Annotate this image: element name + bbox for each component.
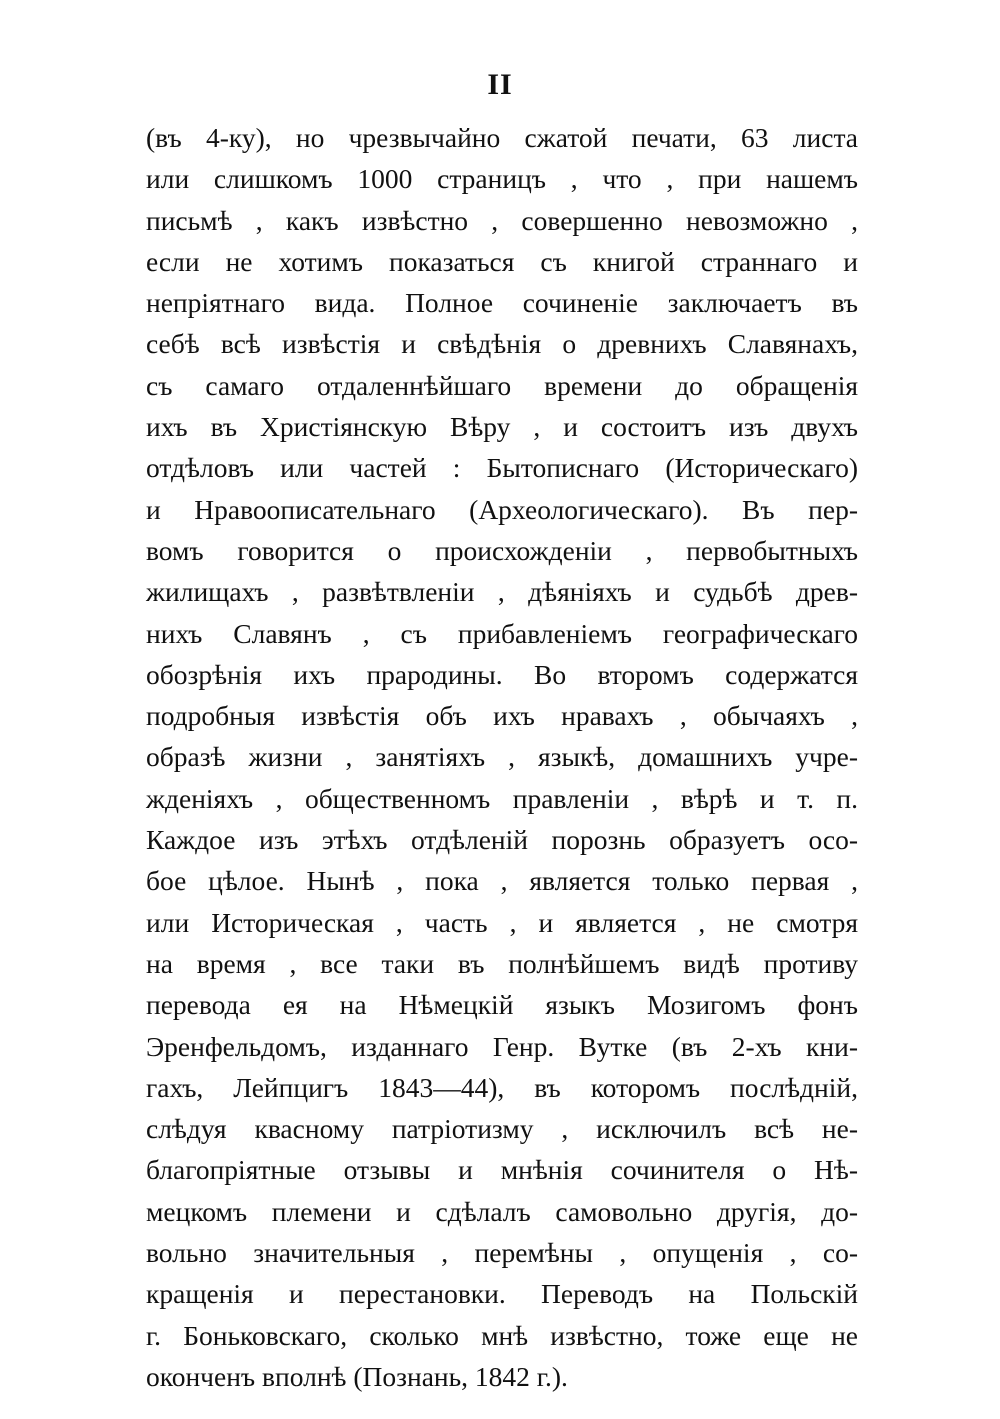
text-line: жилищахъ , развѣтвленіи , дѣяніяхъ и судьбѣ древ-	[146, 576, 858, 608]
text-line: или Историческая , часть , и является , не смотря	[146, 906, 858, 938]
body-text	[146, 117, 858, 1397]
text-line: Эренфельдомъ, изданнаго Генр. Вутке (въ 2-хъ кни-	[146, 1030, 858, 1062]
text-line: жденіяхъ , общественномъ правленіи , вѣрѣ и т. п.	[146, 782, 858, 814]
text-line: на время , все таки въ полнѣйшемъ видѣ противу	[146, 947, 858, 979]
text-line: непріятнаго вида. Полное сочиненіе заключаетъ въ	[146, 287, 858, 319]
text-line: себѣ всѣ извѣстія и свѣдѣнія о древнихъ Славянахъ,	[146, 328, 858, 360]
text-line: или слишкомъ 1000 страницъ , что , при нашемъ	[146, 163, 858, 195]
text-line: слѣдуя квасному патріотизму , исключилъ всѣ не-	[146, 1113, 858, 1145]
text-line: мецкомъ племени и сдѣлалъ самовольно другія, до-	[146, 1195, 858, 1227]
text-line: ихъ въ Христіянскую Вѣру , и состоитъ изъ двухъ	[146, 411, 858, 443]
text-line: нихъ Славянъ , съ прибавленіемъ географическаго	[146, 617, 858, 649]
text-line: гахъ, Лейпцигъ 1843—44), въ которомъ послѣдній,	[146, 1071, 858, 1103]
page-number: II	[487, 68, 513, 101]
text-line: оконченъ вполнѣ (Познань, 1842 г.).	[146, 1360, 568, 1392]
text-line: отдѣловъ или частей : Бытописнаго (Историческаго)	[146, 452, 858, 484]
text-line: если не хотимъ показаться съ книгой страннаго и	[146, 245, 858, 277]
text-line: подробныя извѣстія объ ихъ нравахъ , обычаяхъ ,	[146, 700, 858, 732]
text-line: вольно значительныя , перемѣны , опущенія , со-	[146, 1237, 858, 1269]
text-line: (въ 4-ку), но чрезвычайно сжатой печати, 63 листа	[146, 122, 858, 153]
text-line: бое цѣлое. Нынѣ , пока , является только первая ,	[146, 865, 858, 897]
text-line: и Нравоописательнаго (Археологическаго). Въ пер-	[146, 493, 858, 525]
text-line: перевода ея на Нѣмецкій языкъ Мозигомъ фонъ	[146, 989, 858, 1021]
text-line: съ самаго отдаленнѣйшаго времени до обращенія	[146, 369, 858, 401]
text-line: вомъ говорится о происхожденіи , первобытныхъ	[146, 534, 858, 566]
text-line: письмѣ , какъ извѣстно , совершенно невозможно ,	[146, 204, 858, 236]
text-line: обозрѣнія ихъ прародины. Во второмъ содержатся	[146, 658, 858, 690]
text-line: благопріятные отзывы и мнѣнія сочинителя о Нѣ-	[146, 1154, 858, 1186]
text-line: образѣ жизни , занятіяхъ , языкѣ, домашнихъ учре-	[146, 741, 858, 773]
text-line: Каждое изъ этѣхъ отдѣленій порознь образуетъ осо-	[146, 824, 858, 856]
text-line: кращенія и перестановки. Переводъ на Польскій	[146, 1278, 858, 1310]
text-line: г. Боньковскаго, сколько мнѣ извѣстно, тоже еще не	[146, 1319, 858, 1351]
